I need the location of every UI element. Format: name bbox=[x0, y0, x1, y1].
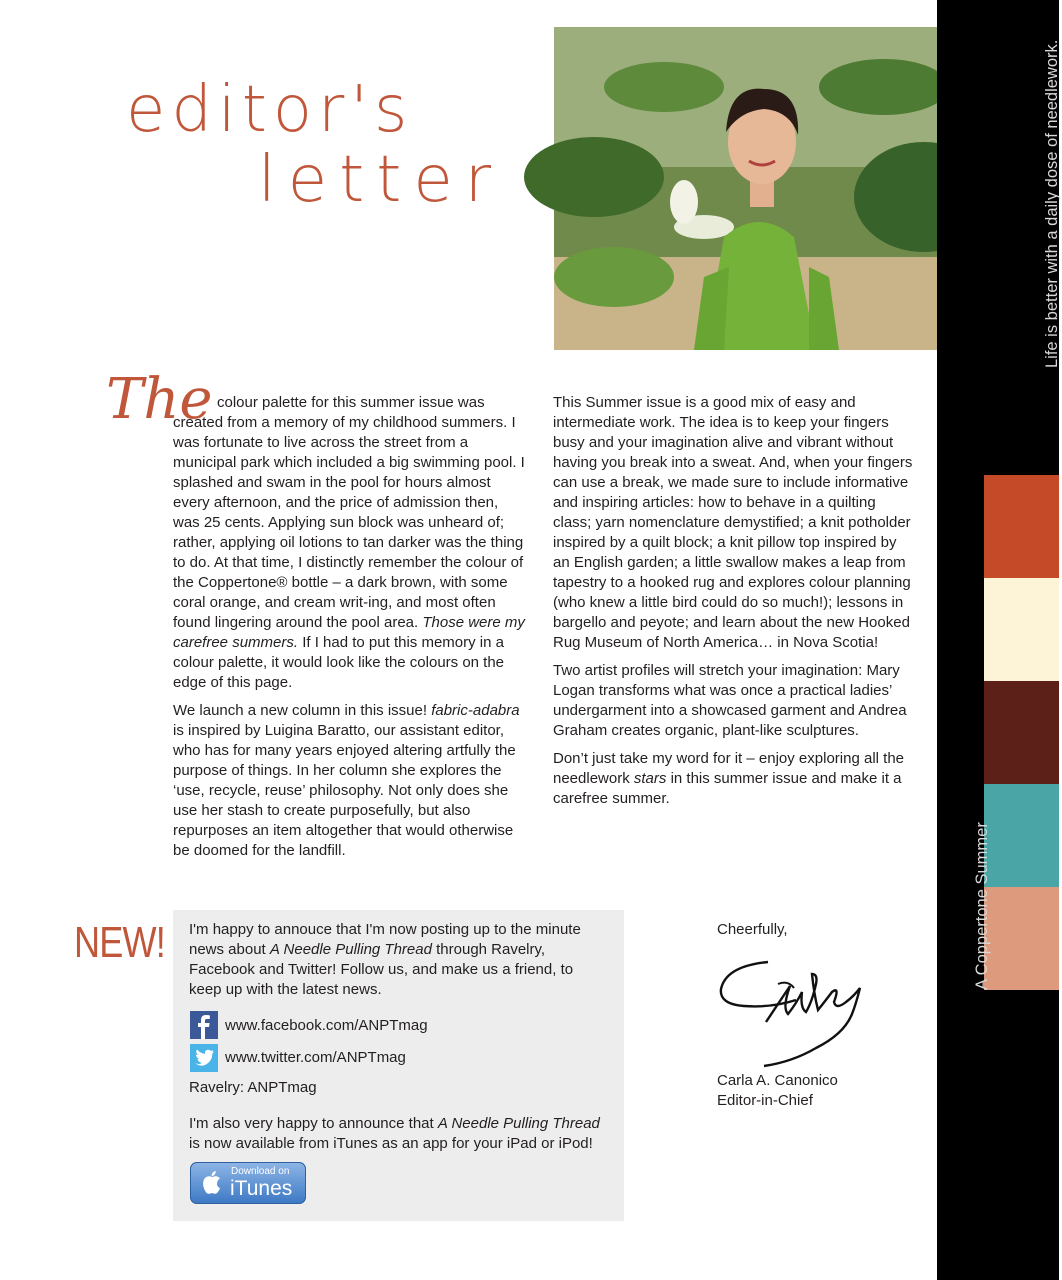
badge-small-text: Download on bbox=[231, 1166, 290, 1177]
issue-label: A Coppertone Summer bbox=[973, 822, 991, 990]
app-announcement: I'm also very happy to announce that A Needle Pulling Thread is now available from iTunes as an app for your iPad or iPod! bbox=[189, 1115, 600, 1152]
twitter-link[interactable]: www.twitter.com/ANPTmag bbox=[225, 1049, 406, 1066]
itunes-download-badge[interactable] bbox=[190, 1162, 306, 1204]
letter-paragraph: This Summer issue is a good mix of easy and intermediate work. The idea is to keep your fingers busy and your imagination alive and vibrant without having you break into a sweat. And, when your fingers can use a break, we made sure to include informative and inspiring articles: how to behave in a quilting class; yarn nomenclature demystified; a knit potholder inspired by a quilt block; a knit pillow top inspired by an English garden; a little swallow makes a leap from tapestry to a hooked rug and explores colour planning (who knew a little bird could do so much!); lessons in bargello and peyote; and learn about the new Hooked Rug Museum of North America… in Nova Scotia! bbox=[553, 394, 913, 651]
letter-paragraph: We launch a new column in this issue! fabric-adabra is inspired by Luigina Baratto, our assistant editor, who has for many years enjoyed altering artfully the purpose of things. In her column she explores the ‘use, recycle, reuse’ philosophy. Not only does she use her stash to create purposefully, but also repurposes an item altogether that would otherwise be doomed for the landfill. bbox=[173, 702, 520, 859]
editor-role: Editor-in-Chief bbox=[717, 1092, 813, 1109]
color-swatch-4 bbox=[984, 784, 1059, 887]
color-swatch-2 bbox=[984, 578, 1059, 681]
title-line-1: editor's bbox=[126, 73, 414, 147]
signature-graphic bbox=[716, 944, 866, 1074]
announcement-intro: I'm happy to annouce that I'm now posting up to the minute news about A Needle Pulling Thread through Ravelry, Facebook and Twitter! Follow us, and make us a friend, to keep up with the latest news. bbox=[189, 921, 581, 998]
facebook-icon[interactable] bbox=[190, 1011, 218, 1039]
drop-cap: The bbox=[106, 367, 213, 432]
apple-icon bbox=[200, 1170, 224, 1196]
color-swatch-1 bbox=[984, 475, 1059, 578]
color-swatch-5 bbox=[984, 887, 1059, 990]
twitter-icon[interactable] bbox=[190, 1044, 218, 1072]
letter-right-column bbox=[553, 393, 913, 817]
letter-paragraph: Two artist profiles will stretch your imagination: Mary Logan transforms what was once a practical ladies’ undergarment into a showcased garment and Andrea Graham creates organic, plant-like sculptures. bbox=[553, 662, 907, 739]
facebook-link[interactable]: www.facebook.com/ANPTmag bbox=[225, 1017, 428, 1034]
closing: Cheerfully, bbox=[717, 921, 788, 938]
new-label: NEW! bbox=[74, 918, 165, 967]
letter-left-column bbox=[173, 393, 528, 869]
ravelry-handle: Ravelry: ANPTmag bbox=[189, 1079, 317, 1096]
letter-paragraph: Don’t just take my word for it – enjoy exploring all the needlework stars in this summer issue and make it a carefree summer. bbox=[553, 750, 904, 807]
badge-big-text: iTunes bbox=[230, 1177, 293, 1200]
editor-name: Carla A. Canonico bbox=[717, 1072, 838, 1089]
letter-paragraph: colour palette for this summer issue was created from a memory of my childhood summers. I was fortunate to live across the street from a municipal park which included a big swimming pool. I splashed and swam in the pool for hours almost every afternoon, and the price of admission then, was 25 cents. Applying sun block was unheard of; rather, applying oil lotions to tan darker was the thing to do. At that time, I distinctly remember the colour of the Coppertone® bottle – a dark brown, with some coral orange, and cream writ-ing, and most often found lingering around the pool area. Those were my carefree summers. If I had to put this memory in a colour palette, it would look like the colours on the edge of this page. bbox=[173, 394, 525, 691]
editor-photo bbox=[554, 27, 968, 350]
sidebar-tagline: Life is better with a daily dose of needlework. bbox=[1043, 39, 1061, 368]
title-line-2: letter bbox=[258, 143, 504, 217]
color-swatch-3 bbox=[984, 681, 1059, 784]
